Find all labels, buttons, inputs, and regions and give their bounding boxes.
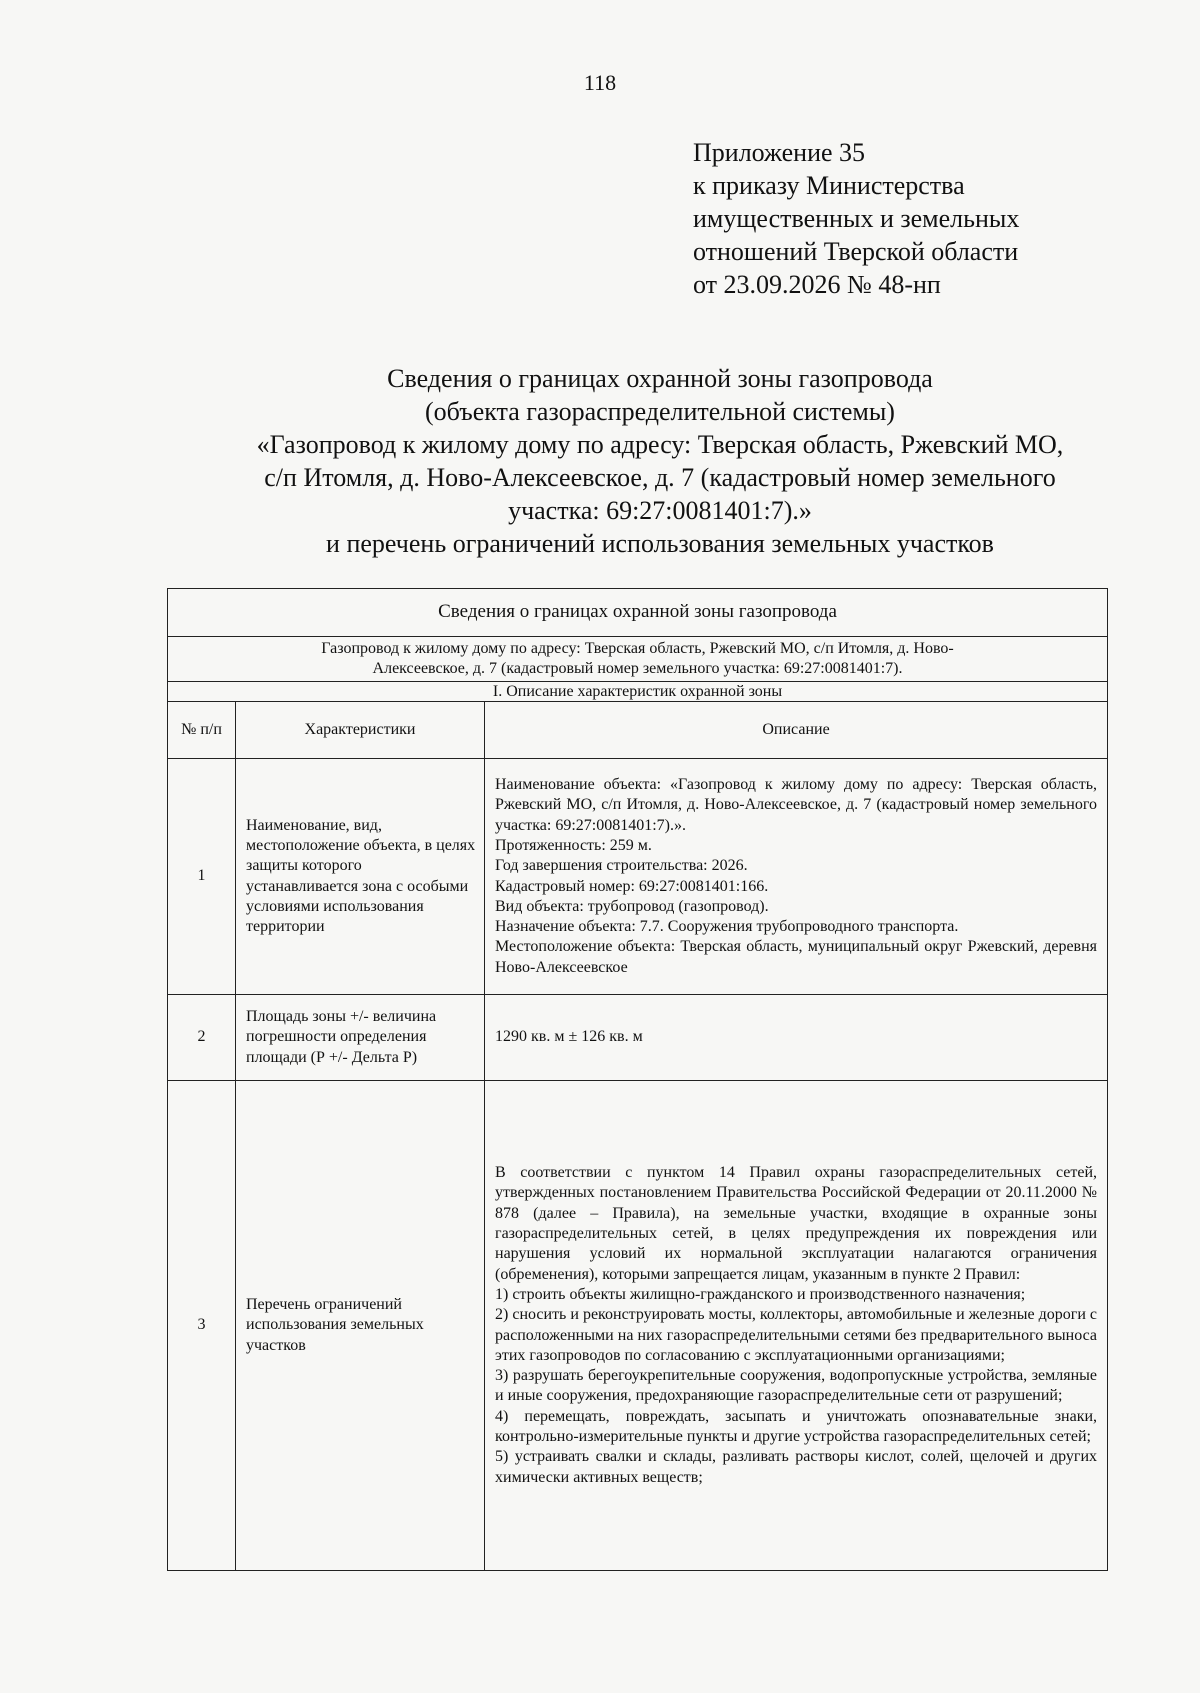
appendix-reference xyxy=(693,136,1019,301)
column-header-num: № п/п xyxy=(168,702,236,759)
document-title xyxy=(190,362,1130,560)
title-line: и перечень ограничений использования земельных участков xyxy=(326,529,994,558)
description-line: Протяженность: 259 м. xyxy=(495,836,652,854)
description-line: В соответствии с пунктом 14 Правил охраны газораспределительных сетей, утвержденных постановлением Правительства Российской Федерации от 20.11.2000 № 878 (далее – Правила), на земельные участки, входящие в охранные зоны газораспределительных сетей, в целях предупреждения их повреждения или нарушения условий их нормальной эксплуатации налагаются ограничения (обременения), которыми запрещается лицам, указанным в пункте 2 Правил: xyxy=(495,1164,1098,1283)
description-line: Наименование объекта: «Газопровод к жилому дому по адресу: Тверская область, Ржевский МО, с/п Итомля, д. Ново-Алексеевское, д. 7 (кадастровый номер земельного участка: 69:27:0081401:7).». xyxy=(495,776,1098,834)
appendix-line: имущественных и земельных xyxy=(693,204,1020,233)
row-description xyxy=(485,1081,1108,1571)
description-line: 1) строить объекты жилищно-гражданского и производственного назначения; xyxy=(495,1285,1026,1303)
row-characteristic: Наименование, вид, местоположение объекта, в целях защиты которого устанавливается зона с особыми условиями использования территории xyxy=(236,759,485,995)
object-name-line: Алексеевское, д. 7 (кадастровый номер земельного участка: 69:27:0081401:7). xyxy=(372,660,903,677)
row-description xyxy=(485,759,1108,995)
column-header-description: Описание xyxy=(485,702,1108,759)
section-title: I. Описание характеристик охранной зоны xyxy=(168,682,1108,702)
column-header-characteristics: Характеристики xyxy=(236,702,485,759)
appendix-line: Приложение 35 xyxy=(693,138,866,167)
row-number: 1 xyxy=(168,759,236,995)
description-line: Вид объекта: трубопровод (газопровод). xyxy=(495,897,769,915)
description-line: 2) сносить и реконструировать мосты, коллекторы, автомобильные и железные дороги с расположенными на них газораспределительными сетями без предварительного выноса этих газопроводов по согласованию с эксплуатационными организациями; xyxy=(495,1306,1098,1364)
table-row xyxy=(168,995,1108,1081)
description-line: 4) перемещать, повреждать, засыпать и уничтожать опознавательные знаки, контрольно-измерительные пункты и другие устройства газораспределительных сетей; xyxy=(495,1407,1098,1445)
title-line: «Газопровод к жилому дому по адресу: Тверская область, Ржевский МО, xyxy=(256,430,1064,459)
title-line: участка: 69:27:0081401:7).» xyxy=(508,496,812,525)
table-row xyxy=(168,759,1108,995)
appendix-line: от 23.09.2026 № 48-нп xyxy=(693,270,941,299)
page-number: 118 xyxy=(583,70,617,95)
description-line: 1290 кв. м ± 126 кв. м xyxy=(495,1028,643,1046)
description-line: 5) устраивать свалки и склады, разливать растворы кислот, солей, щелочей и других химически активных веществ; xyxy=(495,1448,1098,1486)
description-line: Год завершения строительства: 2026. xyxy=(495,857,748,875)
description-line: Назначение объекта: 7.7. Сооружения трубопроводного транспорта. xyxy=(495,918,959,936)
row-characteristic: Площадь зоны +/- величина погрешности определения площади (Р +/- Дельта Р) xyxy=(236,995,485,1081)
row-description xyxy=(485,995,1108,1081)
title-line: с/п Итомля, д. Ново-Алексеевское, д. 7 (кадастровый номер земельного xyxy=(264,463,1056,492)
appendix-line: отношений Тверской области xyxy=(693,237,1019,266)
description-line: Местоположение объекта: Тверская область, муниципальный округ Ржевский, деревня Ново-Алексеевское xyxy=(495,938,1098,976)
row-characteristic: Перечень ограничений использования земельных участков xyxy=(236,1081,485,1571)
object-name-cell xyxy=(168,637,1108,682)
table-header: Сведения о границах охранной зоны газопровода xyxy=(168,589,1108,637)
appendix-line: к приказу Министерства xyxy=(693,171,965,200)
title-line: (объекта газораспределительной системы) xyxy=(425,397,895,426)
description-line: Кадастровый номер: 69:27:0081401:166. xyxy=(495,877,769,895)
row-number: 2 xyxy=(168,995,236,1081)
table-row xyxy=(168,1081,1108,1571)
protection-zone-table xyxy=(167,588,1108,1571)
description-line: 3) разрушать берегоукрепительные сооружения, водопропускные устройства, земляные и иные сооружения, предохраняющие газораспределительные сети от разрушений; xyxy=(495,1367,1098,1405)
object-name-line: Газопровод к жилому дому по адресу: Тверская область, Ржевский МО, с/п Итомля, д. Ново- xyxy=(321,640,954,657)
title-line: Сведения о границах охранной зоны газопровода xyxy=(387,364,933,393)
row-number: 3 xyxy=(168,1081,236,1571)
